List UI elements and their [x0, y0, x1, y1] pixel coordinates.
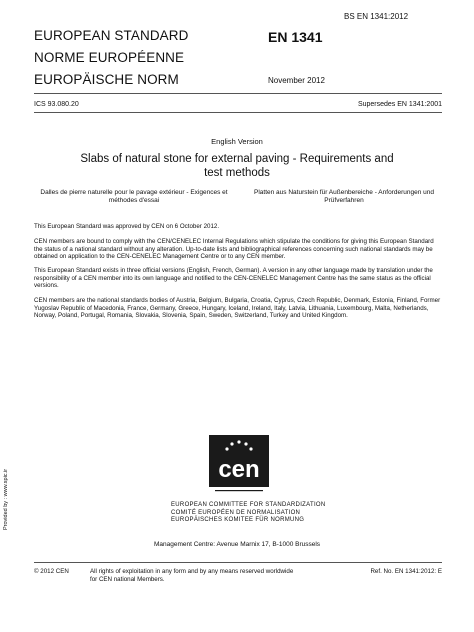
- divider-second: [34, 112, 442, 113]
- divider-footer: [34, 562, 442, 563]
- title-german: Platten aus Naturstein für Außenbereiche - Anforderungen und Prüfverfahren: [254, 189, 434, 204]
- approval-paragraph: This European Standard was approved by CEN on 6 October 2012.: [34, 223, 220, 230]
- reference-number: Ref. No. EN 1341:2012: E: [370, 568, 442, 575]
- logo-wordmark: cen: [218, 456, 260, 483]
- standard-title-en: EUROPEAN STANDARD: [34, 28, 189, 43]
- rights-notice: All rights of exploitation in any form and by any means reserved worldwide for CEN national Members.: [90, 568, 294, 583]
- members-paragraph: CEN members are the national standards bodies of Austria, Belgium, Bulgaria, Croatia, Cyprus, Czech Republic, Denmark, Estonia, Finland, Former Yugoslav Republic of Macedonia, France, Germany, Greece, Hungary, Iceland, Ireland, Italy, Latvia, Lithuania, Luxembourg, Malta, Netherlands, Norway, Poland, Portugal, Romania, Slovakia, Slovenia, Spain, Sweden, Switzerland, Turkey and United Kingdom.: [34, 297, 441, 320]
- en-number: EN 1341: [268, 29, 323, 45]
- document-title: Slabs of natural stone for external paving - Requirements and test methods: [80, 153, 394, 179]
- ics-code: ICS 93.080.20: [34, 101, 79, 108]
- language-version: English Version: [211, 137, 263, 146]
- logo-underline: [215, 490, 263, 491]
- standard-title-de: EUROPÄISCHE NORM: [34, 72, 179, 87]
- divider-top: [34, 93, 442, 94]
- title-french: Dalles de pierre naturelle pour le pavage extérieur - Exigences et méthodes d'essai: [40, 189, 228, 204]
- versions-paragraph: This European Standard exists in three official versions (English, French, German). A version in any other language made by translation under the responsibility of a CEN member into its own language and notified to the CEN-CENELEC Management Centre has the same status as the official versions.: [34, 267, 433, 290]
- document-reference: BS EN 1341:2012: [344, 12, 409, 21]
- supersedes-note: Supersedes EN 1341:2001: [357, 101, 442, 108]
- committee-name-de: EUROPÄISCHES KOMITEE FÜR NORMUNG: [171, 517, 305, 523]
- provided-by-watermark: Provided by : www.spic.ir: [3, 468, 9, 530]
- cen-logo-icon: [209, 435, 269, 503]
- management-centre: Management Centre: Avenue Marnix 17, B-1000 Brussels: [153, 541, 321, 548]
- committee-name-en: EUROPEAN COMMITTEE FOR STANDARDIZATION: [171, 502, 326, 508]
- publication-date: November 2012: [268, 76, 325, 85]
- standard-title-fr: NORME EUROPÉENNE: [34, 50, 185, 65]
- committee-names: [171, 502, 326, 525]
- committee-name-fr: COMITÉ EUROPÉEN DE NORMALISATION: [171, 509, 301, 516]
- compliance-paragraph: CEN members are bound to comply with the CEN/CENELEC Internal Regulations which stipulate the conditions for giving this European Standard the status of a national standard without any alteration. Up-to-date lists and bibliographical references concerning such national standards may be obtained on application to the CEN-CENELEC Management Centre or to any CEN member.: [34, 238, 434, 261]
- copyright: © 2012 CEN: [34, 568, 69, 575]
